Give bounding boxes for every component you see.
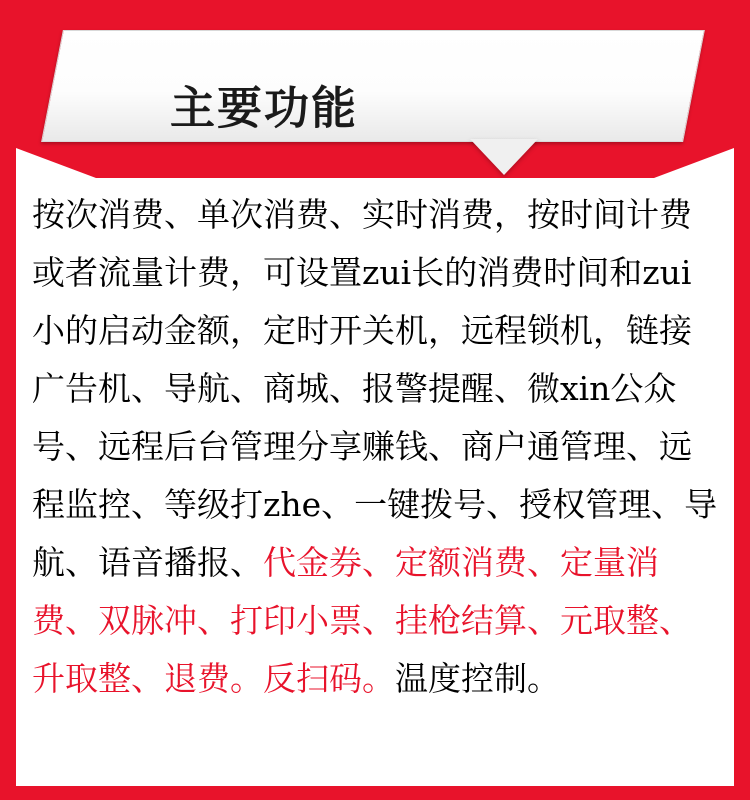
content-area [16, 178, 734, 786]
feature-text-black-part-1: 按次消费、单次消费、实时消费，按时间计费或者流量计费，可设置zui长的消费时间和zui小的启动金额，定时开关机，远程锁机，链接广告机、导航、商城、报警提醒、微xin公众号、远程后台管理分享赚钱、商户通管理、远程监控、等级打zhe、一键拨号、授权管理、导航、语音播报、 [32, 195, 718, 582]
frame-border-bottom [0, 786, 750, 800]
feature-text-black-part-2: 温度控制。 [395, 659, 560, 698]
feature-text-red-part-2: 反扫码。 [263, 659, 395, 698]
feature-text-red-part-1: 代金券、定额消费、定量消费、双脉冲、打印小票、挂枪结算、元取整、升取整、退费。 [32, 543, 692, 698]
page-title: 主要功能 [170, 81, 359, 135]
banner-ribbon-pointer [470, 139, 538, 175]
banner-ribbon-shape [41, 30, 705, 142]
feature-description-paragraph [32, 186, 720, 708]
banner-notch-right [654, 148, 734, 178]
banner-notch-left [16, 148, 96, 178]
header-banner [0, 0, 750, 178]
